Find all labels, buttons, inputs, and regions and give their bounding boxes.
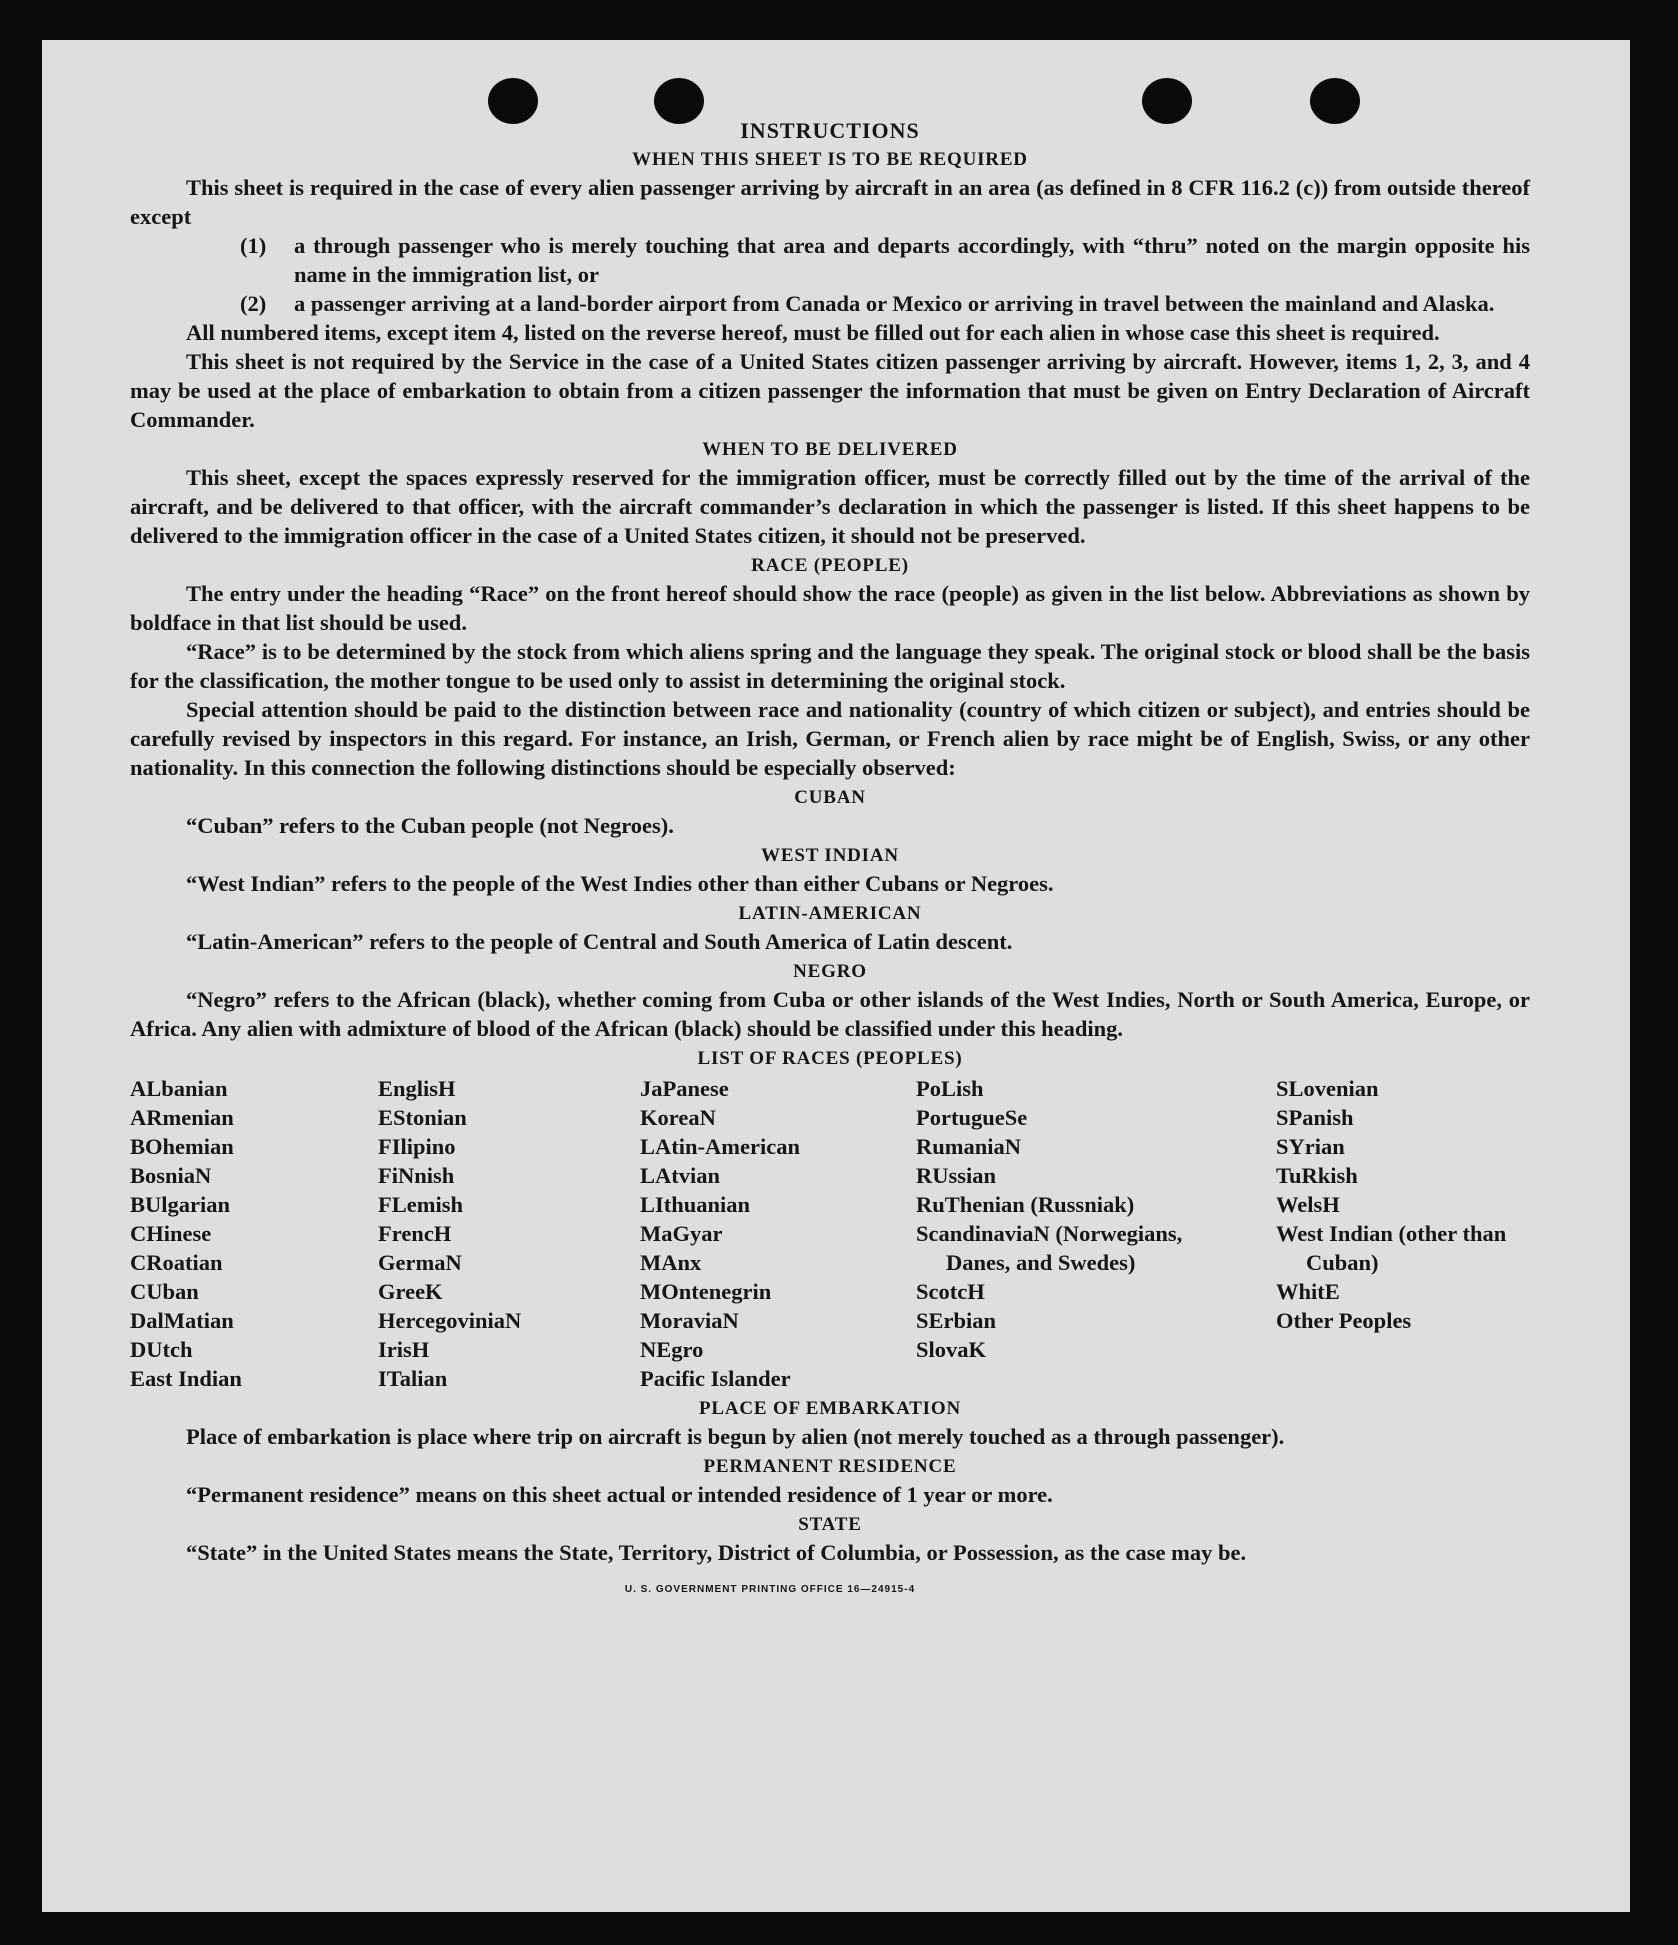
race-entry: RuThenian (Russniak) xyxy=(916,1192,1135,1217)
race-entry: BUlgarian xyxy=(130,1192,231,1217)
race-entry: KoreaN xyxy=(640,1105,716,1130)
race-entry: ITalian xyxy=(378,1366,448,1391)
race-entry: BosniaN xyxy=(130,1163,212,1188)
race-entry: Pacific Islander xyxy=(640,1366,791,1391)
item-text: a passenger arriving at a land-border airport from Canada or Mexico or arriving in travel between the mainland and Alaska. xyxy=(294,291,1495,316)
list-item xyxy=(240,289,1530,318)
race-entry: DalMatian xyxy=(130,1308,234,1333)
section-heading: STATE xyxy=(798,1514,862,1535)
section-heading: WEST INDIAN xyxy=(761,845,899,866)
paragraph: “Permanent residence” means on this sheet actual or intended residence of 1 year or more. xyxy=(186,1482,1053,1507)
race-entry: GermaN xyxy=(378,1250,462,1275)
race-entry: TuRkish xyxy=(1276,1163,1358,1188)
race-entry: SErbian xyxy=(916,1308,997,1333)
section-heading: NEGRO xyxy=(793,961,867,982)
race-entry: BOhemian xyxy=(130,1134,234,1159)
race-entry: East Indian xyxy=(130,1366,242,1391)
race-entry: PoLish xyxy=(916,1076,984,1101)
race-entry: ARmenian xyxy=(130,1105,234,1130)
race-entry: SlovaK xyxy=(916,1337,987,1362)
section-heading: LIST OF RACES (PEOPLES) xyxy=(697,1048,963,1069)
section-heading: WHEN TO BE DELIVERED xyxy=(702,439,958,460)
race-entry: MOntenegrin xyxy=(640,1279,772,1304)
paragraph: “Race” is to be determined by the stock from which aliens spring and the language they speak. The original stock or blood shall be the basis for the classification, the mother tongue to be used only to assist in determining the original stock. xyxy=(130,639,1530,693)
race-entry: DUtch xyxy=(130,1337,193,1362)
section-heading: PLACE OF EMBARKATION xyxy=(699,1398,961,1419)
paragraph: “State” in the United States means the State, Territory, District of Columbia, or Possession, as the case may be. xyxy=(186,1540,1247,1565)
race-entry: FLemish xyxy=(378,1192,464,1217)
race-entry: RumaniaN xyxy=(916,1134,1022,1159)
paragraph: This sheet, except the spaces expressly reserved for the immigration officer, must be correctly filled out by the time of the arrival of the aircraft, and be delivered to that officer, with the aircraft commander’s declaration in which the passenger is listed. If this sheet happens to be delivered to the immigration officer in the case of a United States citizen, it should not be preserved. xyxy=(130,465,1530,548)
race-entry: MoraviaN xyxy=(640,1308,739,1333)
paragraph: “Negro” refers to the African (black), whether coming from Cuba or other islands of the West Indies, North or South America, Europe, or Africa. Any alien with admixture of blood of the African (black) should be classified under this heading. xyxy=(130,987,1530,1041)
race-entry: WelsH xyxy=(1276,1192,1340,1217)
race-entry: WhitE xyxy=(1276,1279,1340,1304)
paragraph: The entry under the heading “Race” on the front hereof should show the race (people) as given in the list below. Abbreviations as shown by boldface in that list should be used. xyxy=(130,581,1530,635)
race-entry: SLovenian xyxy=(1276,1076,1379,1101)
races-column xyxy=(916,1074,1198,1393)
race-entry: IrisH xyxy=(378,1337,430,1362)
race-entry: RUssian xyxy=(916,1163,997,1188)
section-heading: PERMANENT RESIDENCE xyxy=(703,1456,957,1477)
race-entry: HercegoviniaN xyxy=(378,1308,522,1333)
races-column xyxy=(130,1074,378,1393)
race-entry: SPanish xyxy=(1276,1105,1354,1130)
races-column xyxy=(378,1074,640,1393)
race-entry: CUban xyxy=(130,1279,199,1304)
race-entry: SYrian xyxy=(1276,1134,1345,1159)
race-entry: GreeK xyxy=(378,1279,443,1304)
item-text: a through passenger who is merely touching that area and departs accordingly, with “thru” noted on the margin opposite his name in the immigration list, or xyxy=(294,233,1530,287)
paragraph: This sheet is not required by the Service in the case of a United States citizen passenger arriving by aircraft. However, items 1, 2, 3, and 4 may be used at the place of embarkation to obtain from a citizen passenger the information that must be given on Entry Declaration of Aircraft Commander. xyxy=(130,349,1530,432)
race-entry: FrencH xyxy=(378,1221,452,1246)
paragraph: “West Indian” refers to the people of the West Indies other than either Cubans or Negroes. xyxy=(186,871,1054,896)
race-entry: ScotcH xyxy=(916,1279,985,1304)
item-number: (2) xyxy=(240,291,267,316)
race-entry: EnglisH xyxy=(378,1076,456,1101)
races-column xyxy=(1276,1074,1530,1393)
paragraph: Special attention should be paid to the distinction between race and nationality (country of which citizen or subject), and entries should be carefully revised by inspectors in this regard. For instance, an Irish, German, or French alien by race might be of English, Swiss, or any other nationality. In this connection the following distinctions should be especially observed: xyxy=(130,697,1530,780)
list-item xyxy=(240,231,1530,289)
paragraph: “Cuban” refers to the Cuban people (not Negroes). xyxy=(186,813,674,838)
race-entry: MaGyar xyxy=(640,1221,723,1246)
paragraph: All numbered items, except item 4, listed on the reverse hereof, must be filled out for each alien in whose case this sheet is required. xyxy=(186,320,1440,345)
race-entry: JaPanese xyxy=(640,1076,729,1101)
race-entry: EStonian xyxy=(378,1105,467,1130)
race-entry: West Indian (other than Cuban) xyxy=(1276,1221,1507,1275)
race-entry: NEgro xyxy=(640,1337,704,1362)
race-entry: LAtin-American xyxy=(640,1134,800,1159)
printing-office-imprint: U. S. GOVERNMENT PRINTING OFFICE 16—24915-4 xyxy=(624,1584,916,1595)
races-column xyxy=(640,1074,916,1393)
race-entry: Other Peoples xyxy=(1276,1308,1412,1333)
paragraph: This sheet is required in the case of every alien passenger arriving by aircraft in an area (as defined in 8 CFR 116.2 (c)) from outside thereof except xyxy=(130,175,1530,229)
paragraph: Place of embarkation is place where trip on aircraft is begun by alien (not merely touched as a through passenger). xyxy=(186,1424,1285,1449)
race-entry: FIlipino xyxy=(378,1134,456,1159)
paragraph: “Latin-American” refers to the people of Central and South America of Latin descent. xyxy=(186,929,1013,954)
item-number: (1) xyxy=(240,233,267,258)
section-heading: WHEN THIS SHEET IS TO BE REQUIRED xyxy=(632,149,1028,170)
race-entry: ScandinaviaN (Norwegians, Danes, and Swedes) xyxy=(916,1221,1183,1275)
race-entry: LIthuanian xyxy=(640,1192,751,1217)
race-entry: PortugueSe xyxy=(916,1105,1028,1130)
races-table xyxy=(130,1074,1530,1393)
race-entry: FiNnish xyxy=(378,1163,455,1188)
race-entry: CHinese xyxy=(130,1221,212,1246)
race-entry: CRoatian xyxy=(130,1250,223,1275)
race-entry: LAtvian xyxy=(640,1163,721,1188)
section-heading: RACE (PEOPLE) xyxy=(751,555,909,576)
instructions-content xyxy=(130,118,1530,1604)
section-heading: LATIN-AMERICAN xyxy=(738,903,922,924)
race-entry: MAnx xyxy=(640,1250,702,1275)
race-entry: ALbanian xyxy=(130,1076,228,1101)
document-sheet xyxy=(42,40,1630,1912)
section-heading: CUBAN xyxy=(794,787,866,808)
page-title: INSTRUCTIONS xyxy=(740,118,920,143)
